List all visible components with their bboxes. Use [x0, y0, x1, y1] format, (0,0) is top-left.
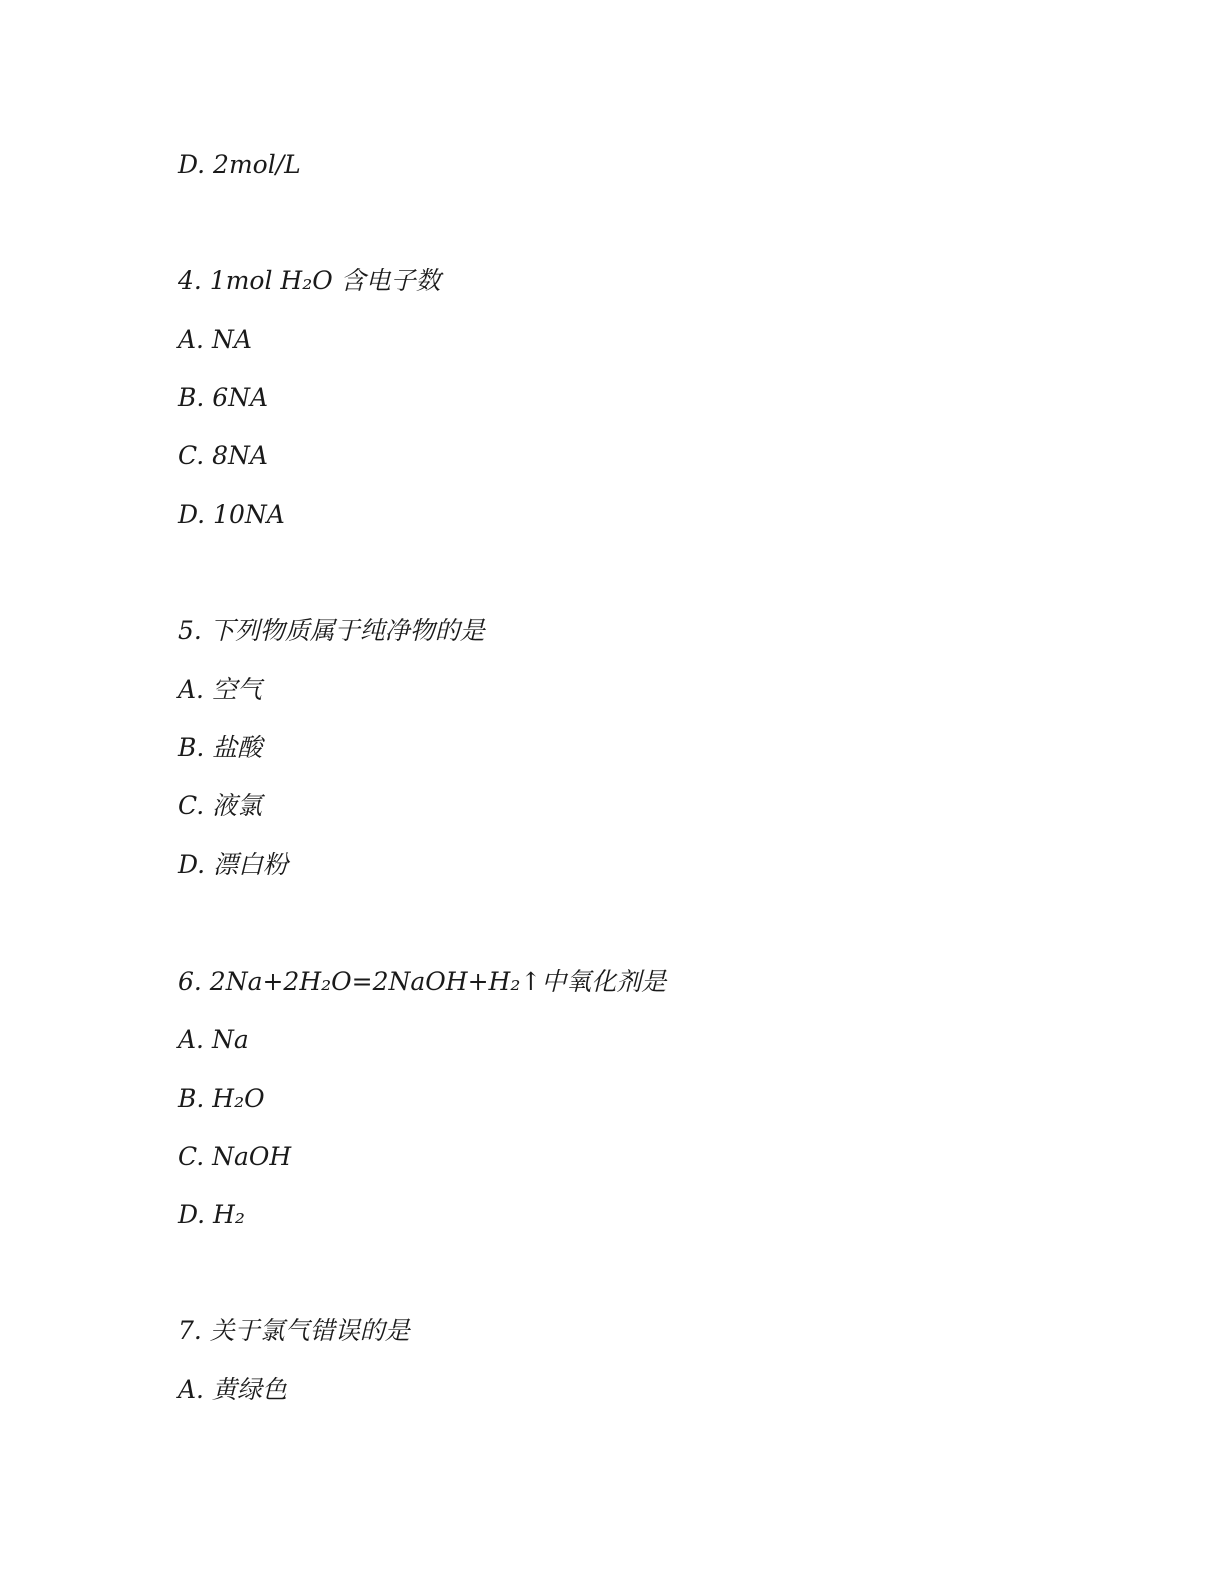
q6-option-a: A. Na — [178, 1025, 249, 1054]
q6-option-b: B. H₂O — [178, 1084, 265, 1113]
q4-option-d: D. 10NA — [178, 500, 285, 529]
q6-question: 6. 2Na+2H₂O=2NaOH+H₂↑中氧化剂是 — [178, 967, 667, 996]
q4-option-c: C. 8NA — [178, 441, 268, 470]
q5-option-a: A. 空气 — [178, 675, 262, 704]
q5-option-c: C. 液氯 — [178, 791, 263, 820]
q4-question: 4. 1mol H₂O 含电子数 — [178, 266, 441, 295]
q5-question: 5. 下列物质属于纯净物的是 — [178, 616, 485, 645]
q4-option-b: B. 6NA — [178, 383, 269, 412]
q5-option-b: B. 盐酸 — [178, 733, 263, 762]
q6-option-c: C. NaOH — [178, 1142, 292, 1171]
q7-option-a: A. 黄绿色 — [178, 1375, 287, 1404]
q6-option-d: D. H₂ — [178, 1200, 245, 1229]
q3-option-d: D. 2mol/L — [178, 150, 301, 179]
q7-question: 7. 关于氯气错误的是 — [178, 1316, 410, 1345]
q5-option-d: D. 漂白粉 — [178, 850, 289, 879]
q4-option-a: A. NA — [178, 325, 252, 354]
